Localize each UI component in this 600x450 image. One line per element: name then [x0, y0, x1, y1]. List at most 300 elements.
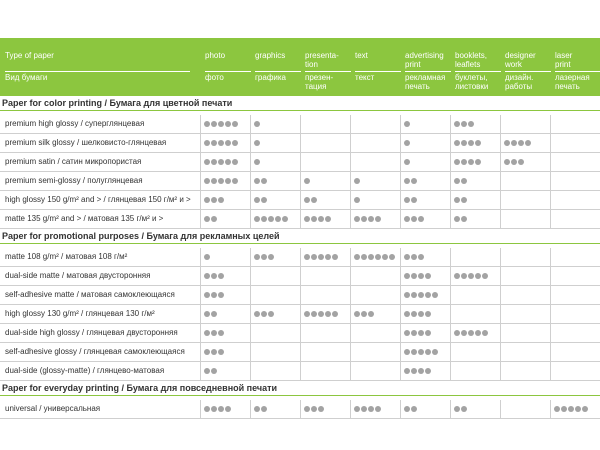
rating-dot-icon [411, 330, 417, 336]
column-divider [500, 134, 501, 152]
rating-dot-icon [518, 159, 524, 165]
rating-dot-icon [468, 159, 474, 165]
rating-advertising-print [404, 153, 410, 171]
rating-advertising-print [404, 248, 424, 266]
rating-dot-icon [211, 216, 217, 222]
rating-dot-icon [211, 368, 217, 374]
column-divider [550, 153, 551, 171]
column-divider [350, 172, 351, 190]
rating-dot-icon [311, 197, 317, 203]
rating-dot-icon [211, 349, 217, 355]
rating-dot-icon [404, 292, 410, 298]
column-divider [250, 172, 251, 190]
column-divider [350, 343, 351, 361]
rating-dot-icon [268, 216, 274, 222]
rating-dot-icon [204, 406, 210, 412]
rating-advertising-print [404, 343, 438, 361]
rating-photo [204, 400, 231, 418]
rating-dot-icon [211, 292, 217, 298]
rating-dot-icon [354, 254, 360, 260]
rating-dot-icon [361, 216, 367, 222]
rating-dot-icon [404, 197, 410, 203]
rating-dot-icon [468, 273, 474, 279]
header-label-ru: лазерная печать [555, 73, 590, 91]
table-row [0, 134, 600, 153]
rating-booklets-leaflets [454, 115, 474, 133]
rating-presentation [304, 305, 338, 323]
rating-text [354, 400, 381, 418]
rating-dot-icon [454, 140, 460, 146]
rating-dot-icon [311, 216, 317, 222]
rating-dot-icon [418, 216, 424, 222]
rating-dot-icon [404, 178, 410, 184]
rating-dot-icon [468, 140, 474, 146]
rating-dot-icon [211, 121, 217, 127]
rating-dot-icon [254, 216, 260, 222]
rating-dot-icon [554, 406, 560, 412]
column-divider [500, 267, 501, 285]
rating-dot-icon [354, 197, 360, 203]
rating-dot-icon [411, 349, 417, 355]
header-label-en: booklets, leaflets [455, 51, 488, 69]
column-divider [200, 362, 201, 380]
rating-photo [204, 191, 224, 209]
column-divider [550, 210, 551, 228]
rating-dot-icon [204, 216, 210, 222]
rating-dot-icon [225, 140, 231, 146]
column-divider [550, 305, 551, 323]
rating-dot-icon [204, 254, 210, 260]
rating-dot-icon [361, 406, 367, 412]
column-divider [400, 115, 401, 133]
rating-dot-icon [218, 273, 224, 279]
rating-dot-icon [411, 406, 417, 412]
rating-dot-icon [418, 273, 424, 279]
rating-photo [204, 362, 217, 380]
rating-dot-icon [418, 368, 424, 374]
rating-dot-icon [454, 330, 460, 336]
rating-dot-icon [325, 311, 331, 317]
column-divider [300, 248, 301, 266]
rating-dot-icon [418, 292, 424, 298]
header-label-ru: презен- тация [305, 73, 334, 91]
rating-dot-icon [461, 140, 467, 146]
rating-dot-icon [468, 330, 474, 336]
table-row [0, 324, 600, 343]
column-divider [400, 362, 401, 380]
rating-dot-icon [454, 216, 460, 222]
rating-dot-icon [204, 292, 210, 298]
rating-advertising-print [404, 305, 431, 323]
column-divider [550, 115, 551, 133]
rating-text [354, 210, 381, 228]
paper-type-label: self-adhesive matte / матовая самоклеющаяся [5, 290, 175, 299]
table-row [0, 305, 600, 324]
header-presentation [305, 38, 351, 96]
rating-dot-icon [204, 273, 210, 279]
column-divider [500, 248, 501, 266]
header-label-ru: буклеты, листовки [455, 73, 489, 91]
rating-dot-icon [404, 311, 410, 317]
rating-dot-icon [411, 273, 417, 279]
rating-dot-icon [254, 159, 260, 165]
rating-dot-icon [254, 311, 260, 317]
rating-dot-icon [268, 311, 274, 317]
rating-dot-icon [254, 121, 260, 127]
rating-dot-icon [254, 140, 260, 146]
column-divider [300, 191, 301, 209]
rating-dot-icon [404, 330, 410, 336]
header-divider [205, 71, 251, 72]
rating-advertising-print [404, 210, 424, 228]
header-label-ru: рекламная печать [405, 73, 446, 91]
table-row [0, 248, 600, 267]
rating-dot-icon [218, 140, 224, 146]
rating-photo [204, 172, 238, 190]
table-row [0, 286, 600, 305]
column-divider [400, 343, 401, 361]
rating-advertising-print [404, 362, 431, 380]
rating-dot-icon [254, 406, 260, 412]
column-divider [250, 210, 251, 228]
rating-dot-icon [232, 178, 238, 184]
column-divider [450, 286, 451, 304]
paper-type-label: dual-side matte / матовая двусторонняя [5, 271, 151, 280]
rating-dot-icon [382, 254, 388, 260]
table-row [0, 172, 600, 191]
rating-dot-icon [375, 216, 381, 222]
column-divider [500, 191, 501, 209]
header-label-ru: Вид бумаги [5, 73, 48, 82]
rating-dot-icon [232, 140, 238, 146]
rating-dot-icon [411, 368, 417, 374]
rating-presentation [304, 400, 324, 418]
column-divider [350, 267, 351, 285]
column-divider [200, 248, 201, 266]
rating-dot-icon [518, 140, 524, 146]
rating-dot-icon [468, 121, 474, 127]
column-divider [550, 362, 551, 380]
rating-dot-icon [504, 159, 510, 165]
column-divider [200, 210, 201, 228]
column-divider [300, 286, 301, 304]
header-divider [405, 71, 451, 72]
column-divider [400, 400, 401, 418]
rating-dot-icon [254, 197, 260, 203]
rating-booklets-leaflets [454, 210, 467, 228]
rating-dot-icon [211, 330, 217, 336]
header-label-ru: графика [255, 73, 286, 82]
rating-text [354, 305, 374, 323]
section-divider [0, 110, 600, 111]
rating-dot-icon [204, 368, 210, 374]
rating-dot-icon [261, 178, 267, 184]
rating-dot-icon [461, 330, 467, 336]
column-divider [200, 267, 201, 285]
rating-dot-icon [411, 292, 417, 298]
rating-graphics [254, 210, 288, 228]
column-divider [450, 153, 451, 171]
column-divider [300, 267, 301, 285]
rating-advertising-print [404, 400, 417, 418]
column-divider [500, 210, 501, 228]
column-divider [550, 400, 551, 418]
rating-dot-icon [454, 178, 460, 184]
rating-dot-icon [318, 216, 324, 222]
rating-dot-icon [261, 197, 267, 203]
rating-dot-icon [225, 178, 231, 184]
header-advertising-print [405, 38, 451, 96]
column-divider [250, 134, 251, 152]
rating-dot-icon [361, 254, 367, 260]
column-divider [450, 343, 451, 361]
rating-dot-icon [218, 121, 224, 127]
rating-dot-icon [204, 140, 210, 146]
table-row [0, 191, 600, 210]
column-divider [500, 362, 501, 380]
rating-dot-icon [204, 330, 210, 336]
rating-dot-icon [475, 159, 481, 165]
rating-photo [204, 115, 238, 133]
rating-dot-icon [461, 273, 467, 279]
rating-dot-icon [261, 406, 267, 412]
column-divider [500, 343, 501, 361]
column-divider [550, 324, 551, 342]
rating-dot-icon [211, 159, 217, 165]
column-divider [350, 248, 351, 266]
rating-booklets-leaflets [454, 153, 481, 171]
column-divider [300, 362, 301, 380]
rating-dot-icon [211, 178, 217, 184]
column-divider [350, 305, 351, 323]
rating-dot-icon [404, 254, 410, 260]
rating-dot-icon [218, 292, 224, 298]
rating-dot-icon [304, 216, 310, 222]
column-divider [550, 286, 551, 304]
paper-type-label: self-adhesive glossy / глянцевая самоклеющаяся [5, 347, 185, 356]
rating-dot-icon [311, 311, 317, 317]
section-title: Paper for color printing / Бумага для цветной печати [2, 98, 233, 108]
rating-advertising-print [404, 267, 431, 285]
rating-text [354, 191, 360, 209]
rating-dot-icon [304, 406, 310, 412]
rating-dot-icon [411, 254, 417, 260]
rating-dot-icon [304, 178, 310, 184]
column-divider [200, 343, 201, 361]
rating-photo [204, 210, 217, 228]
column-divider [550, 172, 551, 190]
paper-type-label: dual-side high glossy / глянцевая двусторонняя [5, 328, 178, 337]
column-divider [550, 191, 551, 209]
header-divider [305, 71, 351, 72]
rating-dot-icon [404, 273, 410, 279]
header-label-en: designer work [505, 51, 536, 69]
rating-dot-icon [354, 406, 360, 412]
column-divider [350, 134, 351, 152]
column-divider [250, 324, 251, 342]
rating-dot-icon [318, 254, 324, 260]
column-divider [200, 172, 201, 190]
rating-photo [204, 286, 224, 304]
rating-dot-icon [511, 159, 517, 165]
header-label-en: photo [205, 51, 226, 60]
rating-dot-icon [354, 311, 360, 317]
rating-dot-icon [204, 121, 210, 127]
rating-dot-icon [218, 349, 224, 355]
rating-dot-icon [211, 273, 217, 279]
header-divider [355, 71, 401, 72]
column-divider [500, 172, 501, 190]
column-divider [250, 362, 251, 380]
column-divider [400, 172, 401, 190]
column-divider [450, 400, 451, 418]
column-divider [450, 362, 451, 380]
column-divider [200, 324, 201, 342]
column-divider [300, 172, 301, 190]
rating-advertising-print [404, 324, 431, 342]
column-divider [300, 343, 301, 361]
rating-dot-icon [418, 349, 424, 355]
column-divider [400, 210, 401, 228]
rating-dot-icon [411, 216, 417, 222]
table-row [0, 210, 600, 229]
header-label-ru: дизайн. работы [505, 73, 534, 91]
rating-dot-icon [261, 311, 267, 317]
rating-dot-icon [418, 330, 424, 336]
column-divider [300, 134, 301, 152]
table-header [0, 38, 600, 96]
rating-dot-icon [432, 292, 438, 298]
rating-dot-icon [211, 311, 217, 317]
header-label-en: text [355, 51, 368, 60]
rating-dot-icon [432, 349, 438, 355]
rating-graphics [254, 248, 274, 266]
rating-graphics [254, 153, 260, 171]
rating-dot-icon [204, 349, 210, 355]
table-row [0, 400, 600, 419]
rating-dot-icon [211, 197, 217, 203]
rating-dot-icon [404, 159, 410, 165]
rating-dot-icon [354, 216, 360, 222]
rating-advertising-print [404, 134, 410, 152]
rating-designer-work [504, 153, 524, 171]
column-divider [350, 286, 351, 304]
rating-dot-icon [411, 311, 417, 317]
column-divider [400, 134, 401, 152]
table-row [0, 343, 600, 362]
rating-dot-icon [254, 254, 260, 260]
paper-type-label: high glossy 150 g/m² and > / глянцевая 150 г/м² и > [5, 195, 191, 204]
rating-photo [204, 248, 210, 266]
rating-dot-icon [475, 273, 481, 279]
paper-type-label: matte 108 g/m² / матовая 108 г/м² [5, 252, 128, 261]
header-divider [455, 71, 501, 72]
rating-graphics [254, 191, 267, 209]
column-divider [350, 362, 351, 380]
rating-dot-icon [461, 197, 467, 203]
rating-dot-icon [368, 311, 374, 317]
rating-dot-icon [232, 159, 238, 165]
rating-dot-icon [304, 254, 310, 260]
rating-dot-icon [461, 159, 467, 165]
rating-dot-icon [454, 273, 460, 279]
rating-advertising-print [404, 191, 417, 209]
rating-presentation [304, 248, 338, 266]
column-divider [400, 286, 401, 304]
rating-photo [204, 343, 224, 361]
paper-type-label: premium high glossy / суперглянцевая [5, 119, 145, 128]
section-heading [0, 231, 600, 245]
rating-dot-icon [204, 159, 210, 165]
rating-dot-icon [325, 216, 331, 222]
rating-dot-icon [225, 121, 231, 127]
rating-dot-icon [375, 254, 381, 260]
rating-dot-icon [425, 273, 431, 279]
rating-presentation [304, 172, 310, 190]
column-divider [350, 400, 351, 418]
rating-dot-icon [211, 406, 217, 412]
rating-dot-icon [511, 140, 517, 146]
column-divider [500, 400, 501, 418]
column-divider [400, 324, 401, 342]
section-title: Paper for promotional purposes / Бумага для рекламных целей [2, 231, 280, 241]
column-divider [200, 134, 201, 152]
column-divider [300, 400, 301, 418]
column-divider [200, 191, 201, 209]
rating-dot-icon [232, 121, 238, 127]
rating-dot-icon [404, 216, 410, 222]
rating-graphics [254, 115, 260, 133]
column-divider [500, 324, 501, 342]
rating-advertising-print [404, 115, 410, 133]
column-divider [200, 286, 201, 304]
rating-booklets-leaflets [454, 400, 467, 418]
rating-dot-icon [575, 406, 581, 412]
rating-text [354, 172, 360, 190]
rating-designer-work [504, 134, 531, 152]
column-divider [500, 115, 501, 133]
rating-dot-icon [404, 349, 410, 355]
rating-laser-print [554, 400, 588, 418]
rating-dot-icon [425, 349, 431, 355]
rating-dot-icon [204, 197, 210, 203]
column-divider [200, 400, 201, 418]
rating-booklets-leaflets [454, 267, 488, 285]
header-designer-work [505, 38, 551, 96]
column-divider [450, 210, 451, 228]
rating-dot-icon [282, 216, 288, 222]
header-laser-print [555, 38, 600, 96]
column-divider [450, 248, 451, 266]
rating-dot-icon [225, 406, 231, 412]
header-text [355, 38, 401, 96]
rating-booklets-leaflets [454, 324, 488, 342]
rating-dot-icon [404, 121, 410, 127]
section-heading [0, 98, 600, 112]
column-divider [500, 286, 501, 304]
rating-dot-icon [411, 197, 417, 203]
rating-dot-icon [325, 254, 331, 260]
rating-dot-icon [218, 197, 224, 203]
rating-dot-icon [368, 254, 374, 260]
paper-type-label: high glossy 130 g/m² / глянцевая 130 г/м² [5, 309, 155, 318]
rating-dot-icon [368, 406, 374, 412]
column-divider [300, 210, 301, 228]
column-divider [500, 305, 501, 323]
column-divider [250, 191, 251, 209]
column-divider [200, 115, 201, 133]
column-divider [400, 305, 401, 323]
